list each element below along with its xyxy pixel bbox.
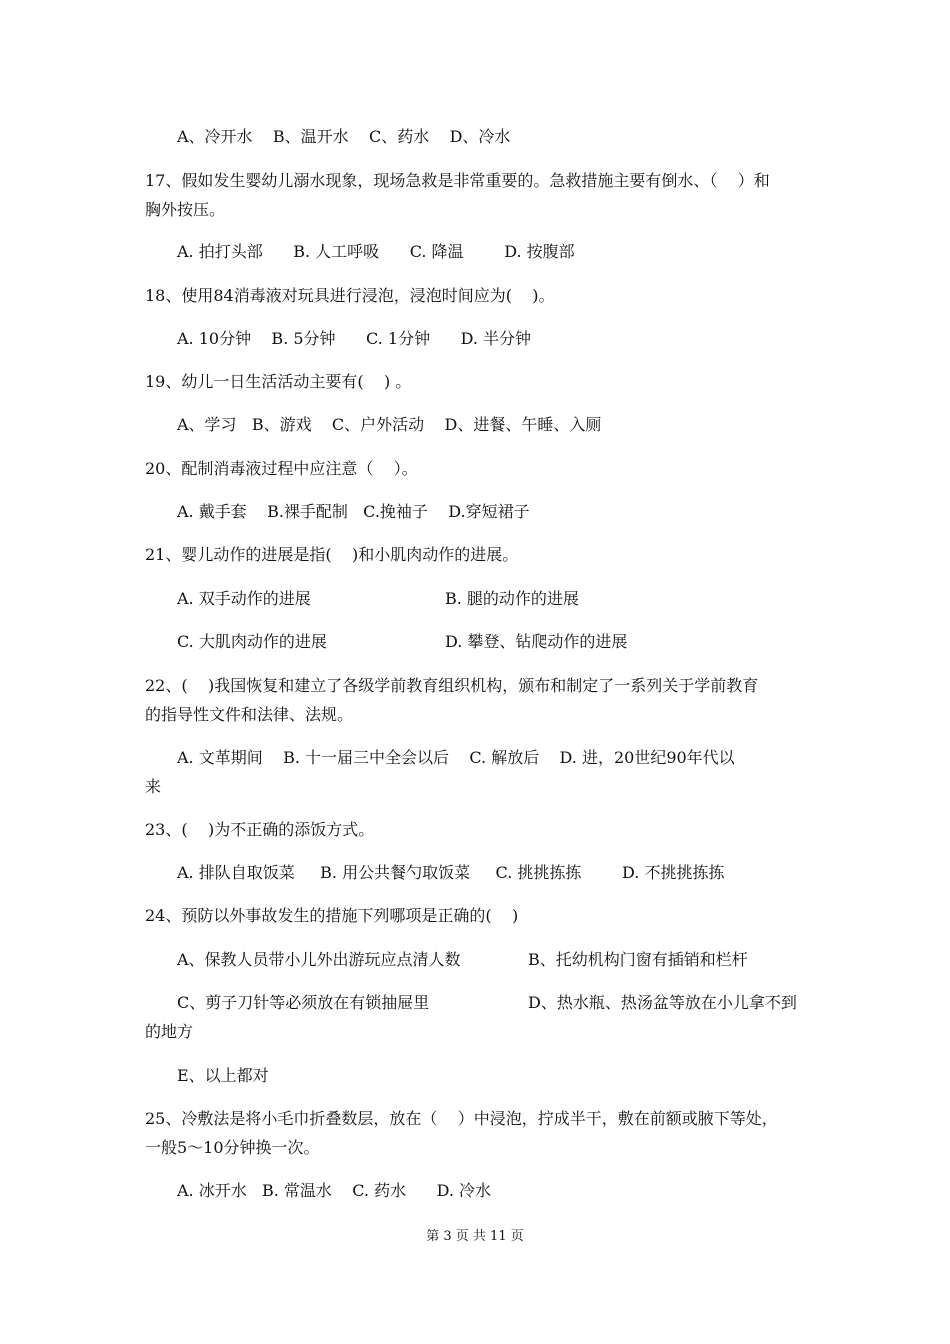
q21-option-d: D. 攀登、钻爬动作的进展 bbox=[445, 632, 628, 651]
q17-text: 17、假如发生婴幼儿溺水现象，现场急救是非常重要的。急救措施主要有倒水、（ ）和 bbox=[145, 171, 770, 190]
q21-option-a: A. 双手动作的进展 bbox=[177, 589, 311, 608]
q22-options-cont: 来 bbox=[145, 777, 162, 796]
q21-option-c: C. 大肌肉动作的进展 bbox=[177, 632, 327, 651]
q24-option-e: E、以上都对 bbox=[177, 1066, 269, 1085]
q22-text: 22、( )我国恢复和建立了各级学前教育组织机构，颁布和制定了一系列关于学前教育 bbox=[145, 676, 759, 695]
q24-option-c: C、剪子刀针等必须放在有锁抽屉里 bbox=[177, 993, 430, 1012]
q19-options: A、学习 B、游戏 C、户外活动 D、进餐、午睡、入厕 bbox=[177, 415, 602, 434]
q17-text-cont: 胸外按压。 bbox=[145, 200, 226, 219]
q19-text: 19、幼儿一日生活活动主要有( ) 。 bbox=[145, 372, 412, 391]
q24-text: 24、预防以外事故发生的措施下列哪项是正确的( ) bbox=[145, 906, 519, 925]
q25-text: 25、冷敷法是将小毛巾折叠数层，放在（ ）中浸泡，拧成半干，敷在前额或腋下等处， bbox=[145, 1109, 778, 1128]
q24-option-d: D、热水瓶、热汤盆等放在小儿拿不到 bbox=[528, 993, 797, 1012]
q24-option-d-cont: 的地方 bbox=[145, 1022, 194, 1041]
q20-text: 20、配制消毒液过程中应注意（ ）。 bbox=[145, 459, 418, 478]
q22-text-cont: 的指导性文件和法律、法规。 bbox=[145, 705, 354, 724]
page-footer: 第 3 页 共 11 页 bbox=[426, 1229, 524, 1244]
q16-options: A、冷开水 B、温开水 C、药水 D、冷水 bbox=[177, 127, 511, 146]
q25-text-cont: 一般5～10分钟换一次。 bbox=[145, 1138, 320, 1157]
q23-options: A. 排队自取饭菜 B. 用公共餐勺取饭菜 C. 挑挑拣拣 D. 不挑挑拣拣 bbox=[177, 863, 725, 882]
q23-text: 23、( )为不正确的添饭方式。 bbox=[145, 820, 375, 839]
q20-options: A. 戴手套 B.裸手配制 C.挽袖子 D.穿短裙子 bbox=[177, 502, 530, 521]
q18-options: A. 10分钟 B. 5分钟 C. 1分钟 D. 半分钟 bbox=[177, 329, 532, 348]
q21-option-b: B. 腿的动作的进展 bbox=[445, 589, 579, 608]
q25-options: A. 冰开水 B. 常温水 C. 药水 D. 冷水 bbox=[177, 1181, 492, 1200]
q18-text: 18、使用84消毒液对玩具进行浸泡，浸泡时间应为( )。 bbox=[145, 286, 555, 305]
q24-option-a: A、保教人员带小儿外出游玩应点清人数 bbox=[177, 950, 461, 969]
q24-option-b: B、托幼机构门窗有插销和栏杆 bbox=[528, 950, 748, 969]
q22-options: A. 文革期间 B. 十一届三中全会以后 C. 解放后 D. 进，20世纪90年代以 bbox=[177, 748, 735, 767]
q17-options: A. 拍打头部 B. 人工呼吸 C. 降温 D. 按腹部 bbox=[177, 242, 575, 261]
q21-text: 21、婴儿动作的进展是指( )和小肌肉动作的进展。 bbox=[145, 545, 519, 564]
